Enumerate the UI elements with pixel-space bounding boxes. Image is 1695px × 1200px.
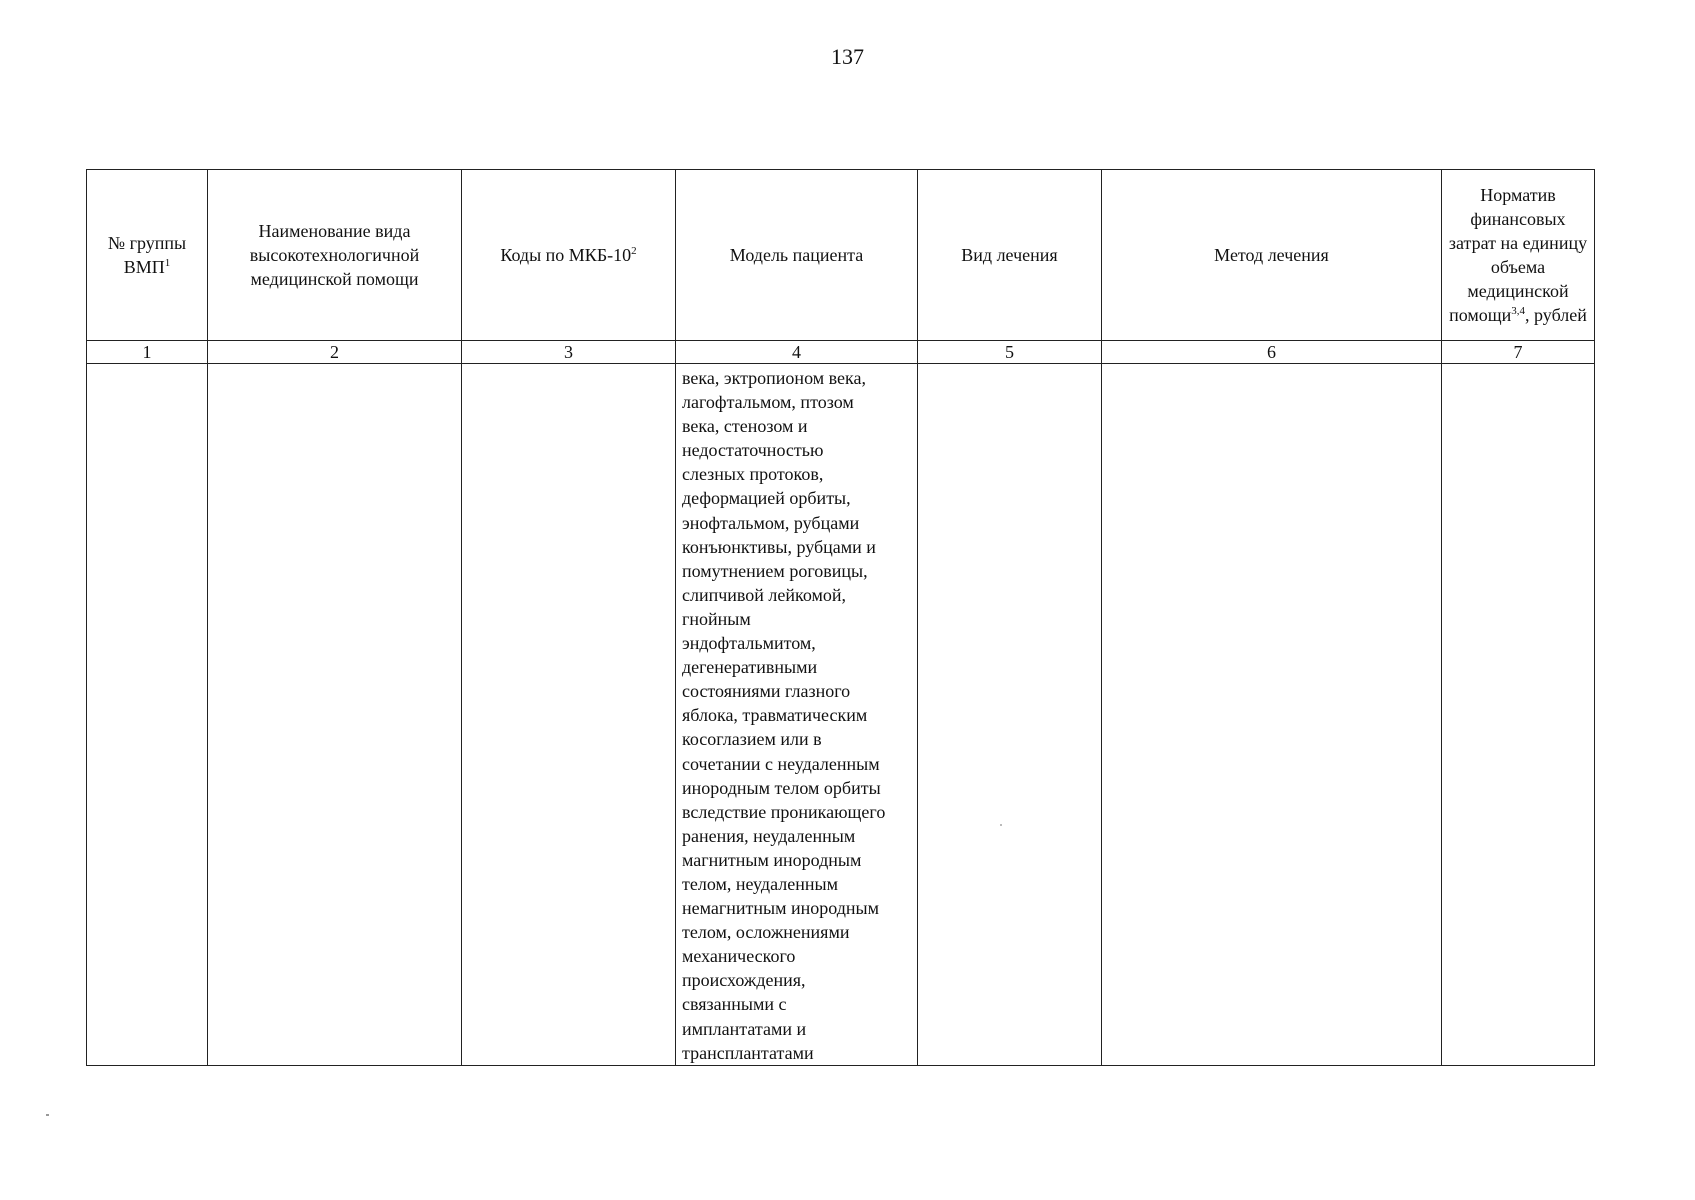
page-number: 137 xyxy=(831,44,864,69)
patient-model-text xyxy=(676,364,917,1065)
cell-treatment-type xyxy=(918,364,1102,1066)
cell-icd-codes xyxy=(462,364,676,1066)
patient-model-line: недостаточностью xyxy=(682,440,824,461)
header-care-type-name xyxy=(208,170,462,341)
header-care-type-name-label: Наименование вида высокотехнологичной медицинской помощи xyxy=(249,221,420,289)
column-number-row xyxy=(87,341,1595,364)
header-group-number-label: № группы ВМП xyxy=(107,233,187,277)
patient-model-line: телом, осложнениями xyxy=(682,922,850,943)
patient-model-line: вследствие проникающего xyxy=(682,801,886,822)
patient-model-line: дегенеративными xyxy=(682,657,818,678)
cell-group-number xyxy=(87,364,208,1066)
scan-speck xyxy=(1000,824,1002,826)
patient-model-line: связанными с xyxy=(682,994,787,1015)
table-row xyxy=(87,364,1595,1066)
column-number: 2 xyxy=(208,341,462,364)
patient-model-line: сочетании с неудаленным xyxy=(682,753,880,774)
header-cost-standard xyxy=(1442,170,1595,341)
patient-model-line: гнойным xyxy=(682,608,751,629)
footnote-mark: 1 xyxy=(164,257,171,269)
header-treatment-method-label: Метод лечения xyxy=(1214,245,1329,265)
patient-model-line: деформацией орбиты, xyxy=(682,488,851,509)
vmp-table xyxy=(86,169,1595,1066)
patient-model-line: ранения, неудаленным xyxy=(682,825,856,846)
header-treatment-method xyxy=(1102,170,1442,341)
cell-care-type-name xyxy=(208,364,462,1066)
patient-model-line: слипчивой лейкомой, xyxy=(682,584,847,605)
header-group-number xyxy=(87,170,208,341)
patient-model-line: косоглазием или в xyxy=(682,729,822,750)
cell-treatment-method xyxy=(1102,364,1442,1066)
header-treatment-type xyxy=(918,170,1102,341)
scan-speck xyxy=(46,1114,49,1116)
patient-model-line: немагнитным инородным xyxy=(682,898,880,919)
header-cost-standard-unit: , рублей xyxy=(1525,305,1587,325)
patient-model-line: магнитным инородным xyxy=(682,849,862,870)
patient-model-line: механического xyxy=(682,946,796,967)
patient-model-line: трансплантатами xyxy=(682,1042,814,1063)
patient-model-line: состояниями глазного xyxy=(682,681,851,702)
patient-model-line: происхождения, xyxy=(682,970,806,991)
patient-model-line: телом, неудаленным xyxy=(682,873,838,894)
patient-model-line: энофтальмом, рубцами xyxy=(682,512,860,533)
header-row xyxy=(87,170,1595,341)
header-cost-standard-label: Норматив финансовых затрат на единицу объема медицинской помощи xyxy=(1448,185,1588,325)
column-number: 6 xyxy=(1102,341,1442,364)
patient-model-line: лагофтальмом, птозом xyxy=(682,392,854,413)
header-patient-model xyxy=(676,170,918,341)
patient-model-line: эндофтальмитом, xyxy=(682,633,816,654)
column-number: 3 xyxy=(462,341,676,364)
patient-model-line: инородным телом орбиты xyxy=(682,777,881,798)
patient-model-line: яблока, травматическим xyxy=(682,705,868,726)
patient-model-line: имплантатами и xyxy=(682,1018,807,1039)
patient-model-line: века, стенозом и xyxy=(682,416,808,437)
patient-model-line: слезных протоков, xyxy=(682,464,824,485)
column-number: 4 xyxy=(676,341,918,364)
header-patient-model-label: Модель пациента xyxy=(729,245,864,265)
header-icd-codes-label: Коды по МКБ-10 xyxy=(500,245,632,265)
column-number: 1 xyxy=(87,341,208,364)
cell-patient-model xyxy=(676,364,918,1066)
footnote-mark: 2 xyxy=(631,245,637,257)
header-icd-codes xyxy=(462,170,676,341)
column-number: 5 xyxy=(918,341,1102,364)
footnote-mark: 3,4 xyxy=(1511,305,1526,317)
patient-model-line: конъюнктивы, рубцами и xyxy=(682,536,876,557)
column-number: 7 xyxy=(1442,341,1595,364)
header-treatment-type-label: Вид лечения xyxy=(961,245,1058,265)
cell-cost-standard xyxy=(1442,364,1595,1066)
patient-model-line: помутнением роговицы, xyxy=(682,560,868,581)
patient-model-line: века, эктропионом века, xyxy=(682,368,866,388)
